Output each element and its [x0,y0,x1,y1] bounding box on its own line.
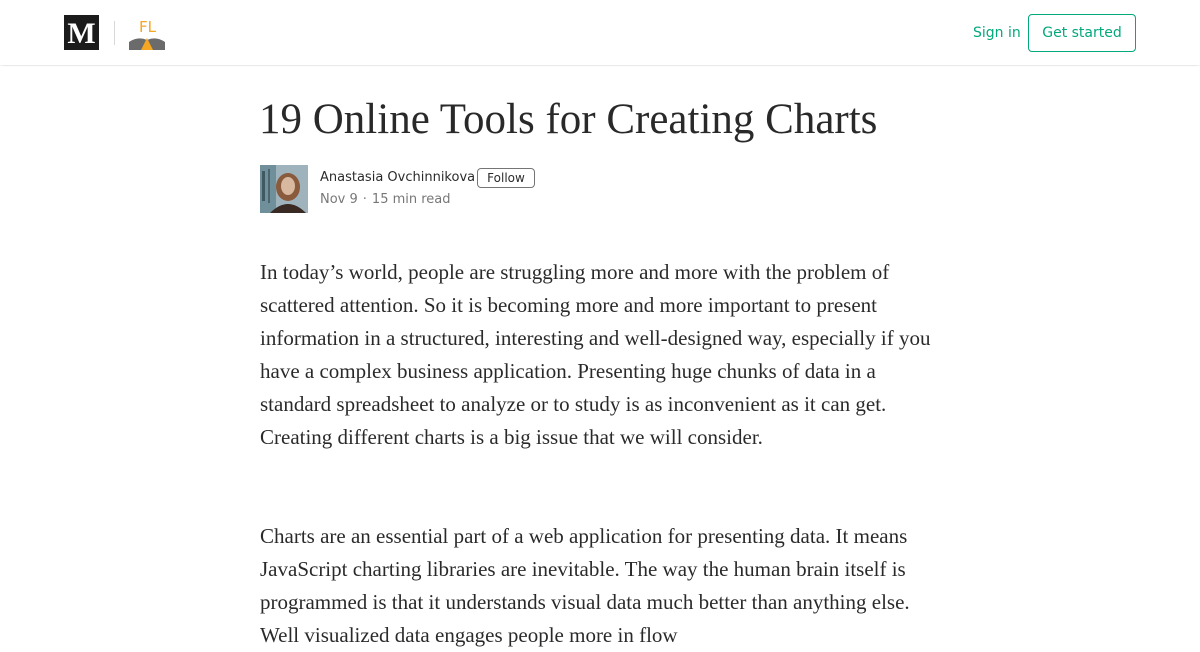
publication-logo-text: FL [139,18,156,36]
article-paragraph: Charts are an essential part of a web application for presenting data. It means JavaScript charting libraries are inevitable. The way the human brain itself is programmed is that it understands visual data much better than anything else. Well visualized data engages people more in flow [260,524,910,647]
meta-separator: · [362,192,367,207]
post-date: Nov 9 [320,192,358,207]
medium-logo-icon[interactable] [64,15,99,50]
get-started-button[interactable]: Get started [1028,14,1136,52]
article-paragraph: In today’s world, people are struggling more and more with the problem of scattered attention. So it is becoming more and more important to present information in a structured, interesting and well-designed way, especially if you have a complex business application. Presenting huge chunks of data in a standard spreadsheet to analyze or to study is as inconvenient as it can get. Creating different charts is a big issue that we will consider. [260,260,931,449]
sign-in-link[interactable]: Sign in [973,25,1021,41]
post-meta [320,191,451,208]
logo-divider [114,21,115,45]
author-avatar[interactable] [260,165,308,213]
publication-logo-icon[interactable] [129,16,165,50]
top-navigation-bar [0,0,1200,65]
article-title: 19 Online Tools for Creating Charts [259,96,878,143]
follow-button[interactable]: Follow [477,168,535,188]
author-name[interactable]: Anastasia Ovchinnikova [320,170,476,185]
medium-logo-letter: M [67,16,96,50]
read-time: 15 min read [371,192,451,207]
